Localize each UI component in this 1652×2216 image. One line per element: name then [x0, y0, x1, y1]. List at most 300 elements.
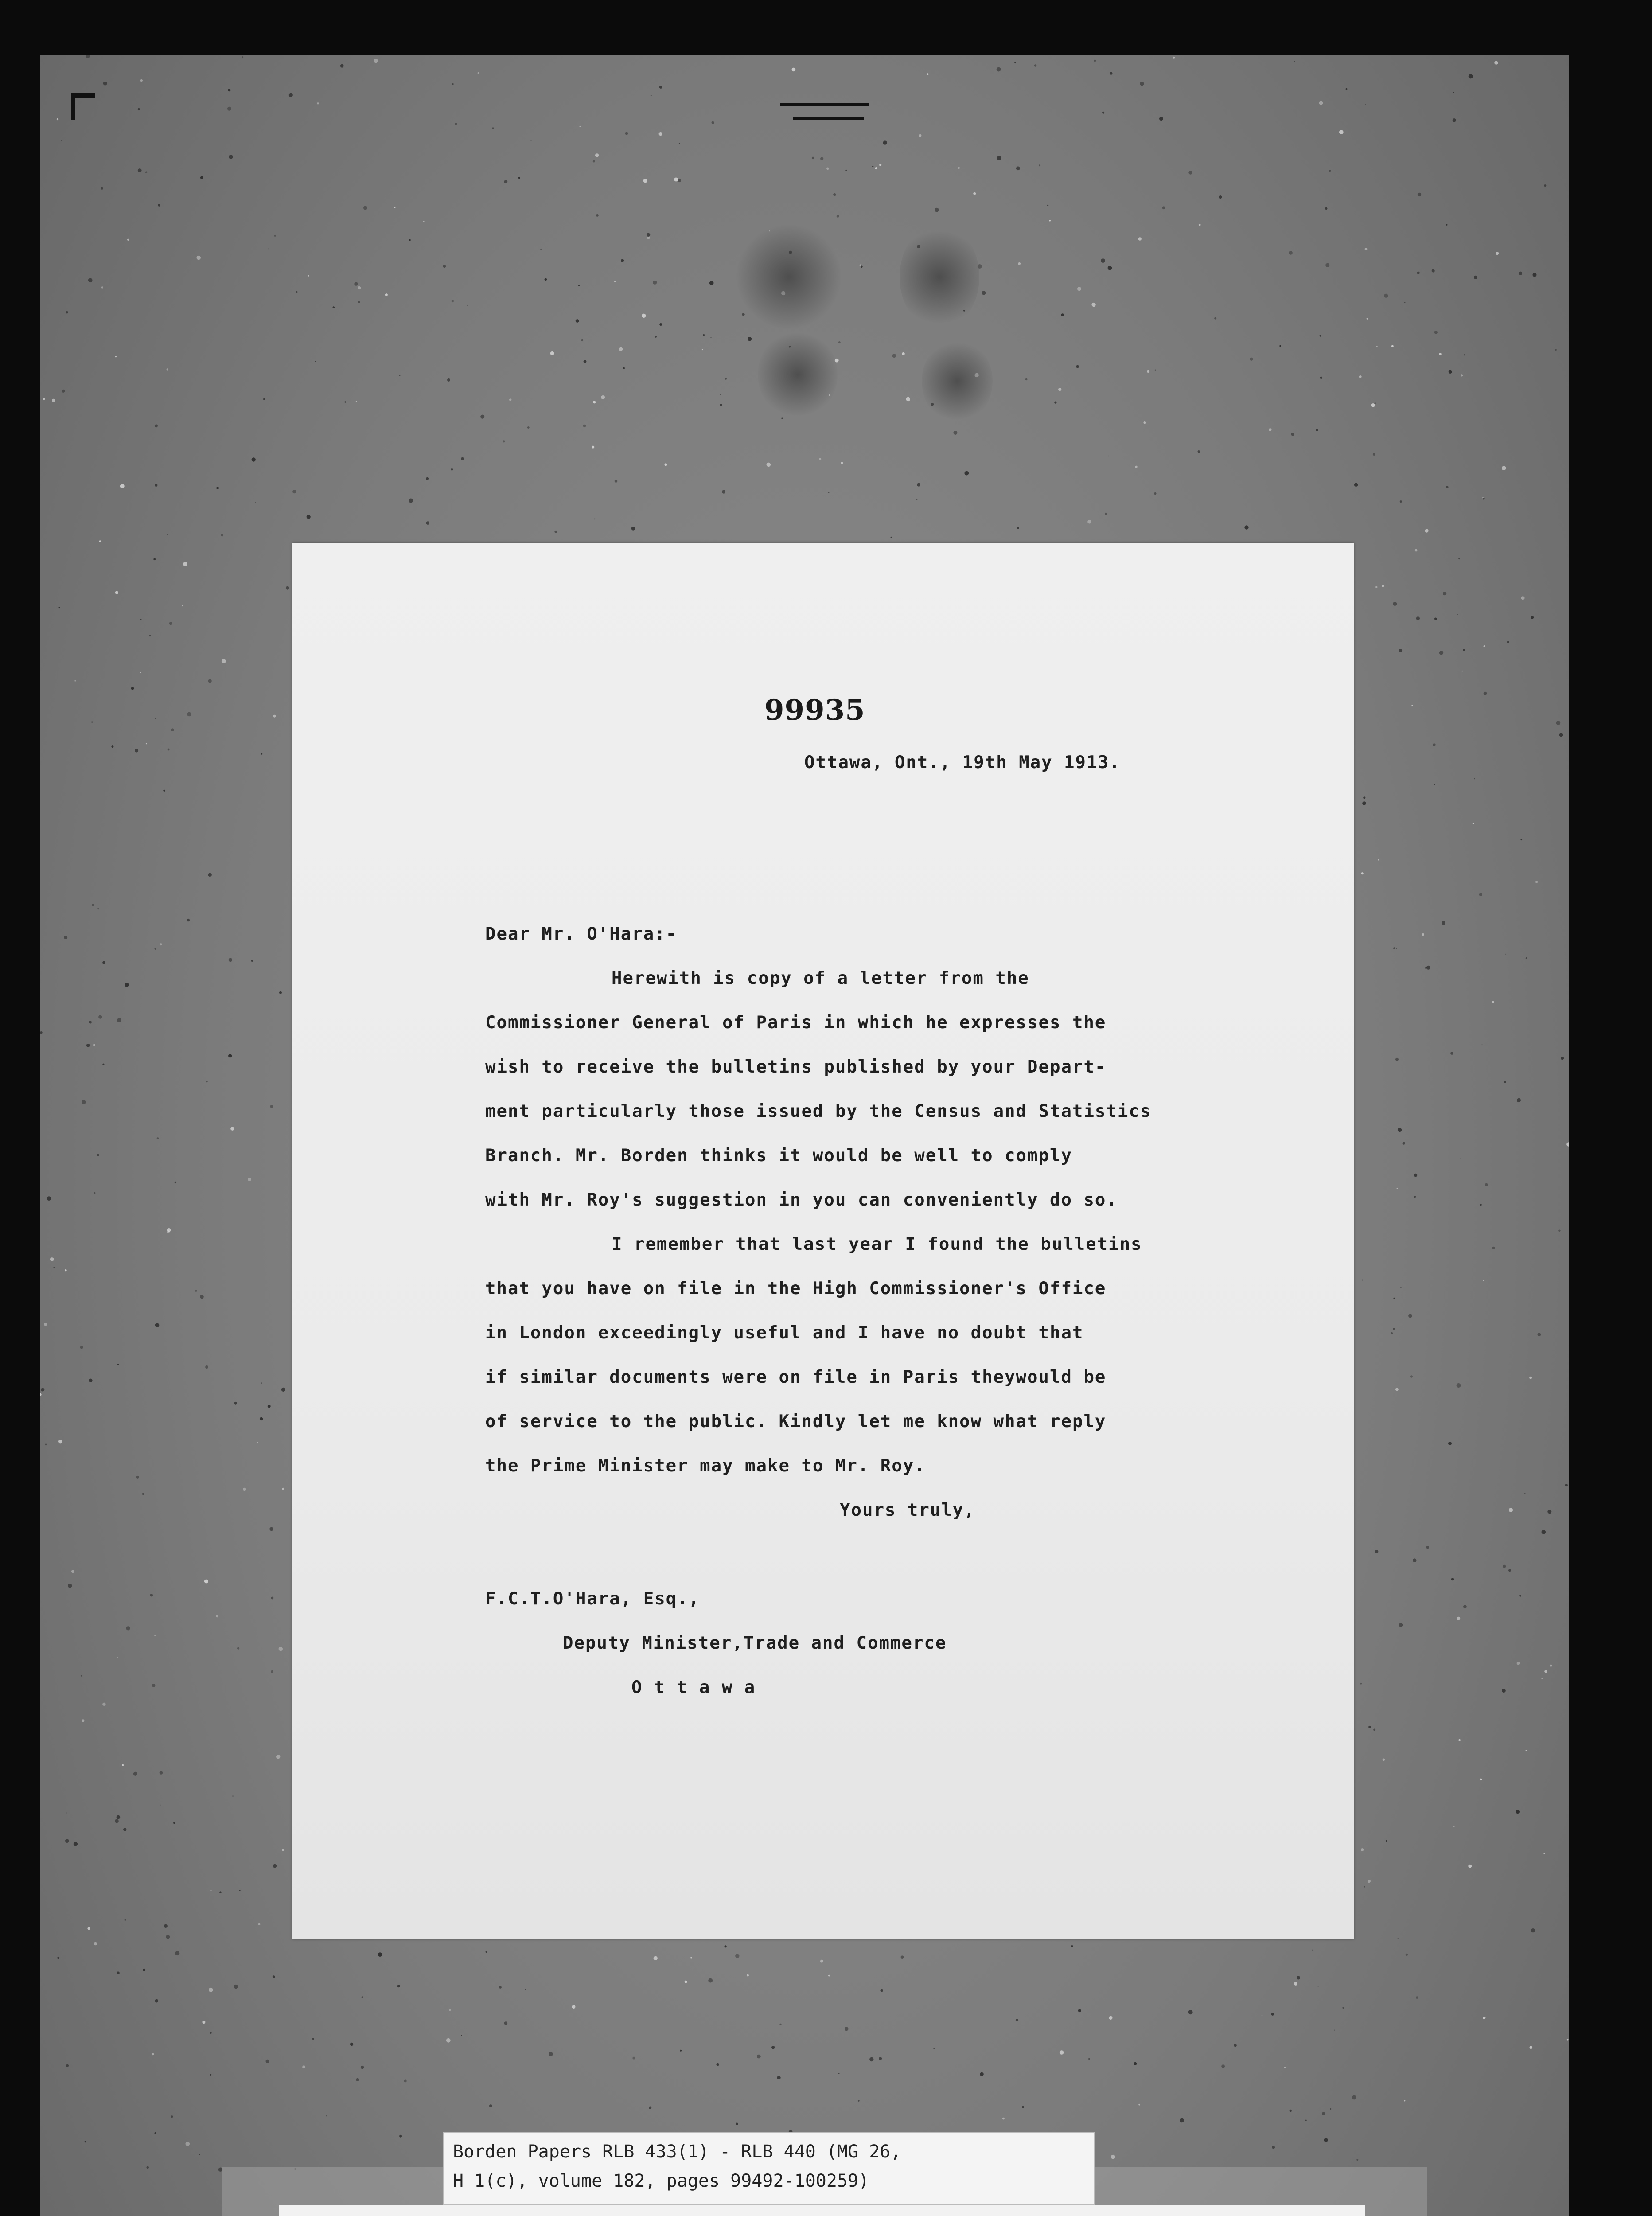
speck — [1101, 258, 1105, 263]
speck — [1439, 353, 1442, 355]
body-line: the Prime Minister may make to Mr. Roy. — [485, 1456, 926, 1476]
speck — [674, 178, 678, 182]
speck — [216, 487, 219, 489]
speck — [596, 214, 599, 217]
speck — [1250, 358, 1253, 361]
speck — [709, 281, 714, 285]
speck — [261, 1382, 262, 1384]
reference-line-1: Borden Papers RLB 433(1) - RLB 440 (MG 26, — [453, 2142, 901, 2162]
speck — [252, 457, 256, 461]
speck — [273, 1864, 277, 1868]
speck — [273, 1975, 275, 1978]
speck — [631, 527, 635, 531]
speck — [136, 1476, 139, 1479]
speck — [133, 1772, 137, 1776]
speck — [86, 1044, 90, 1047]
speck — [492, 127, 494, 129]
speck — [120, 484, 125, 488]
speck — [1521, 596, 1525, 600]
speck — [292, 490, 296, 493]
speck — [654, 1956, 658, 1960]
speck — [282, 1849, 284, 1851]
speck — [1505, 954, 1506, 955]
speck — [154, 1635, 155, 1636]
speck — [1391, 345, 1394, 347]
speck — [1538, 1333, 1541, 1336]
speck — [680, 2050, 682, 2052]
speck — [581, 339, 583, 341]
speck — [404, 2079, 407, 2082]
speck — [115, 591, 118, 594]
speck — [149, 635, 151, 636]
speck — [87, 1927, 90, 1930]
speck — [919, 134, 921, 137]
speck — [1219, 195, 1222, 199]
speck — [140, 79, 143, 82]
body-line: ment particularly those issued by the Census and Statistics — [485, 1101, 1152, 1121]
speck — [1533, 273, 1537, 277]
speck — [1468, 1865, 1472, 1868]
speck — [1088, 2058, 1090, 2060]
speck — [1356, 2159, 1358, 2161]
speck — [135, 749, 138, 753]
speck — [1484, 692, 1487, 695]
speck — [1544, 184, 1546, 187]
speck — [771, 2046, 775, 2049]
speck — [1457, 614, 1458, 615]
speck — [127, 239, 129, 241]
speck — [167, 534, 168, 535]
speck — [1234, 2044, 1236, 2047]
speck — [819, 458, 822, 460]
speck — [1017, 527, 1019, 529]
speck — [43, 398, 45, 400]
speck — [157, 1137, 159, 1139]
speck — [1565, 1484, 1568, 1486]
speck — [205, 1365, 208, 1369]
speck — [261, 753, 263, 755]
speck — [964, 471, 969, 476]
speck — [89, 1379, 92, 1382]
body-line: in London exceedingly useful and I have no doubt that — [485, 1323, 1084, 1343]
speck — [1367, 318, 1368, 319]
speck — [1318, 1986, 1319, 1987]
speck — [1479, 893, 1482, 896]
speck — [208, 873, 212, 877]
speck — [1188, 171, 1192, 174]
speck — [1432, 269, 1435, 272]
speck — [340, 64, 344, 68]
speck — [953, 431, 957, 435]
speck — [409, 499, 413, 503]
speck — [200, 176, 203, 179]
speck — [1375, 586, 1377, 588]
speck — [1147, 370, 1149, 373]
speck — [580, 126, 581, 127]
speck — [317, 102, 319, 104]
body-line: with Mr. Roy's suggestion in you can conveniently do so. — [485, 1190, 1118, 1210]
speck — [647, 233, 650, 237]
speck — [1519, 1595, 1521, 1597]
speck — [1365, 248, 1368, 250]
speck — [504, 180, 508, 183]
speck — [312, 2038, 314, 2040]
speck — [1502, 1689, 1506, 1693]
speck — [1434, 331, 1438, 334]
speck — [153, 558, 156, 560]
speck — [503, 440, 505, 442]
speck — [1531, 1928, 1535, 1932]
speck — [356, 2078, 359, 2081]
speck — [1269, 428, 1271, 431]
speck — [385, 293, 388, 296]
speck — [66, 2064, 69, 2067]
speck — [200, 1295, 204, 1299]
speck — [1396, 948, 1397, 949]
top-rule — [780, 103, 869, 106]
speck — [86, 55, 90, 58]
speck — [234, 1402, 237, 1405]
speck — [1567, 2039, 1569, 2041]
speck — [255, 502, 256, 503]
speck — [1305, 2120, 1307, 2121]
speck — [1393, 1328, 1395, 1330]
speck — [725, 1945, 727, 1947]
speck — [1362, 1280, 1363, 1281]
speck — [540, 249, 542, 250]
speck — [837, 215, 839, 218]
speck — [869, 2057, 873, 2061]
speck — [1154, 492, 1156, 495]
speck — [1378, 859, 1379, 860]
speck — [1393, 1298, 1395, 1299]
speck — [927, 73, 928, 75]
speck — [1426, 1546, 1429, 1549]
speck — [880, 1989, 883, 1992]
speck — [1473, 823, 1474, 824]
speck — [41, 1388, 44, 1392]
speck — [467, 305, 468, 306]
speck — [94, 1192, 95, 1194]
speck — [1376, 346, 1378, 347]
speck — [1469, 74, 1473, 78]
speck — [917, 483, 920, 487]
speck — [933, 2048, 935, 2049]
speck — [549, 2052, 553, 2056]
speck — [757, 2055, 761, 2059]
speck — [270, 1105, 273, 1108]
speck — [271, 1597, 274, 1600]
speck — [1393, 602, 1397, 606]
speck — [632, 2057, 635, 2060]
speck — [1022, 2106, 1024, 2108]
speck — [85, 2141, 86, 2142]
speck — [1324, 2138, 1328, 2142]
speck — [138, 168, 142, 172]
speck — [1375, 402, 1376, 404]
speck — [593, 160, 595, 163]
speck — [722, 490, 725, 494]
speck — [1359, 375, 1362, 378]
speck — [679, 143, 680, 144]
speck — [1463, 649, 1465, 651]
speck — [152, 1684, 155, 1687]
speck — [1464, 354, 1465, 355]
speck — [1352, 2095, 1356, 2100]
speck — [146, 2166, 149, 2169]
speck — [1433, 743, 1436, 746]
speck — [614, 281, 616, 282]
speck — [167, 368, 168, 370]
speck — [1457, 1383, 1461, 1388]
speck — [1221, 2064, 1225, 2068]
speck — [186, 2142, 190, 2146]
speck — [93, 1044, 95, 1046]
speck — [1542, 1530, 1546, 1534]
speck — [578, 285, 580, 286]
smudge-3 — [758, 330, 838, 419]
speck — [274, 235, 276, 237]
speck — [52, 399, 55, 402]
speck — [1002, 2118, 1005, 2120]
speck — [1159, 117, 1163, 121]
speck — [204, 1580, 208, 1584]
speck — [258, 1923, 261, 1925]
speck — [1446, 224, 1447, 226]
speck — [583, 425, 586, 427]
reference-label — [443, 2132, 1095, 2205]
speck — [446, 2038, 451, 2043]
speck — [935, 208, 939, 212]
speck — [872, 166, 873, 167]
speck — [168, 749, 170, 751]
speck — [234, 1985, 238, 1989]
speck — [1416, 1996, 1418, 1999]
speck — [619, 347, 623, 351]
speck — [237, 1647, 239, 1650]
speck — [71, 1570, 74, 1573]
speck — [61, 140, 63, 141]
speck — [40, 1393, 42, 1396]
speck — [160, 943, 162, 945]
speck — [777, 2076, 781, 2079]
speck — [452, 300, 454, 302]
speck — [117, 1657, 118, 1658]
speck — [1504, 1081, 1506, 1083]
speck — [350, 2043, 353, 2046]
speck — [80, 1346, 83, 1349]
speck — [167, 1228, 171, 1232]
speck — [171, 2115, 173, 2118]
speck — [820, 157, 823, 160]
speck — [1461, 374, 1463, 376]
speck — [57, 118, 58, 120]
speck — [1453, 118, 1456, 122]
speck — [623, 367, 625, 369]
speck — [997, 67, 1001, 72]
speck — [362, 1996, 363, 1998]
speck — [576, 319, 579, 323]
recipient-city: O t t a w a — [631, 1678, 756, 1697]
speck — [1391, 1332, 1393, 1334]
speck — [81, 1675, 82, 1677]
speck — [175, 1951, 179, 1955]
speck — [1173, 57, 1175, 59]
speck — [354, 282, 358, 285]
speck — [251, 960, 253, 962]
speck — [47, 1196, 51, 1201]
speck — [1544, 1853, 1545, 1854]
speck — [111, 745, 113, 748]
corner-mark-top-left-h — [71, 93, 95, 98]
speck — [736, 2123, 738, 2125]
speck — [1361, 1848, 1364, 1851]
speck — [142, 1493, 144, 1495]
speck — [117, 1364, 119, 1365]
speck — [1556, 721, 1561, 725]
speck — [833, 193, 836, 196]
speck — [1297, 1976, 1300, 1980]
speck — [65, 1269, 66, 1271]
speck — [554, 531, 557, 533]
speck — [282, 1488, 284, 1490]
speck — [1319, 101, 1323, 105]
speck — [227, 107, 231, 111]
speck — [125, 983, 129, 987]
speck — [703, 334, 705, 336]
speck — [216, 1615, 218, 1618]
speck — [260, 1417, 263, 1420]
speck — [1474, 778, 1475, 779]
speck — [916, 499, 918, 500]
speck — [197, 256, 201, 260]
speck — [901, 1955, 904, 1959]
body-line: that you have on file in the High Commissioner's Office — [485, 1279, 1107, 1299]
speck — [708, 1978, 713, 1983]
speck — [125, 1919, 126, 1921]
speck — [1199, 224, 1201, 226]
speck — [230, 1127, 234, 1131]
speck — [1448, 1442, 1452, 1445]
speck — [1404, 302, 1405, 303]
speck — [222, 659, 226, 663]
speck — [461, 457, 464, 460]
speck — [243, 1488, 246, 1491]
speck — [1162, 206, 1165, 209]
speck — [40, 1031, 42, 1034]
speck — [720, 394, 721, 395]
speck — [690, 1957, 692, 1959]
speck — [1442, 921, 1445, 925]
speck — [122, 1764, 124, 1766]
speck — [98, 1015, 102, 1019]
speck — [155, 484, 157, 487]
speck — [643, 179, 647, 183]
speck — [525, 1989, 526, 1990]
speck — [248, 1178, 251, 1181]
speck — [59, 607, 60, 609]
speck — [451, 468, 453, 471]
speck — [289, 93, 293, 97]
speck — [665, 463, 667, 466]
speck — [187, 919, 190, 922]
speck — [54, 1267, 55, 1268]
speck — [1517, 1662, 1520, 1665]
speck — [363, 206, 367, 210]
salutation: Dear Mr. O'Hara:- — [485, 924, 678, 944]
speck — [1519, 272, 1522, 275]
speck — [621, 259, 624, 262]
speck — [145, 171, 148, 173]
speck — [1535, 881, 1538, 883]
speck — [273, 715, 276, 718]
speck — [62, 390, 65, 393]
speck — [1087, 520, 1091, 524]
speck — [182, 605, 183, 606]
speck — [1272, 2146, 1275, 2149]
speck — [1364, 1886, 1365, 1888]
speck — [1457, 1617, 1460, 1620]
speck — [103, 82, 107, 86]
speck — [239, 1890, 241, 1891]
speck — [504, 2021, 508, 2025]
archives-card — [279, 2205, 1365, 2216]
speck — [735, 1954, 739, 1958]
speck — [263, 398, 265, 400]
speck — [229, 155, 233, 159]
speck — [269, 1527, 273, 1531]
speck — [1034, 64, 1037, 67]
speck — [1094, 60, 1096, 62]
speck — [980, 2072, 984, 2076]
speck — [449, 2009, 451, 2011]
speck — [742, 313, 745, 316]
speck — [50, 1257, 54, 1261]
speck — [702, 349, 703, 350]
speck — [228, 1054, 232, 1057]
speck — [1411, 705, 1413, 706]
speck — [685, 1981, 687, 1983]
speck — [625, 132, 628, 135]
speck — [166, 1935, 170, 1939]
speck — [531, 140, 532, 141]
speck — [1279, 345, 1281, 347]
speck — [1524, 1493, 1526, 1494]
speck — [1109, 2016, 1112, 2020]
speck — [163, 790, 165, 792]
speck — [102, 1703, 105, 1706]
speck — [1529, 1377, 1532, 1379]
speck — [1360, 1683, 1362, 1685]
speck — [1140, 82, 1144, 86]
speck — [527, 426, 530, 429]
speck — [171, 728, 174, 731]
speck — [1414, 1196, 1416, 1198]
speck — [1516, 1810, 1520, 1814]
speck — [767, 463, 771, 467]
speck — [101, 187, 103, 190]
speck — [1312, 1949, 1313, 1951]
speck — [906, 397, 911, 402]
speck — [1434, 618, 1437, 620]
speck — [1503, 1565, 1506, 1568]
speck — [720, 404, 722, 406]
speck — [594, 519, 596, 520]
speck — [1397, 1188, 1398, 1189]
speck — [1322, 2112, 1325, 2115]
speck — [879, 2057, 882, 2060]
speck — [146, 743, 147, 744]
